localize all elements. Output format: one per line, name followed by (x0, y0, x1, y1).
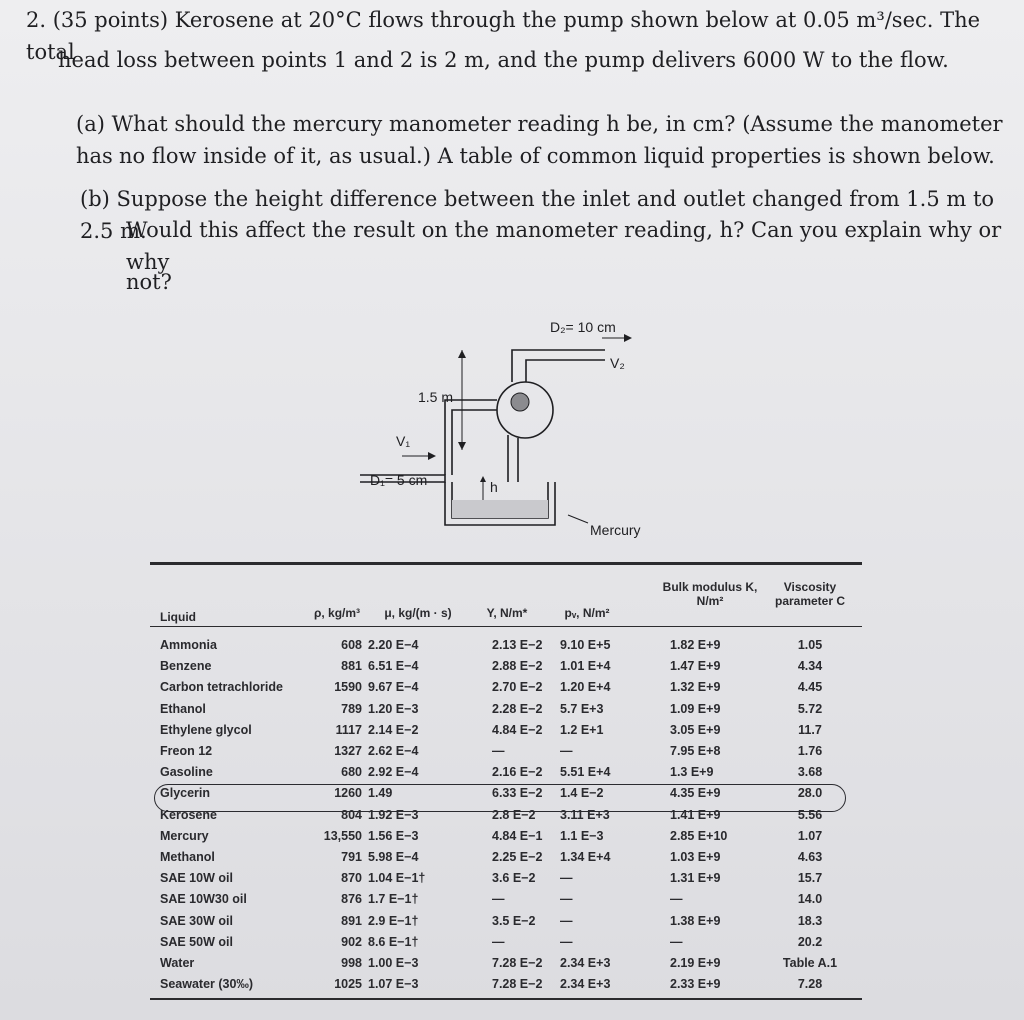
header-mu: μ, kg/(m · s) (384, 606, 452, 620)
cell-bulk-modulus: 3.05 E+9 (670, 722, 721, 737)
cell-bulk-modulus: 1.3 E+9 (670, 765, 714, 780)
cell-viscosity: 1.20 E−3 (368, 701, 419, 716)
label-d1: D₁= 5 cm (370, 472, 428, 488)
cell-bulk-modulus: 2.33 E+9 (670, 977, 721, 992)
cell-surface-tension: 2.28 E−2 (492, 701, 543, 716)
cell-density: 891 (341, 913, 362, 928)
table-rule-header (150, 626, 862, 627)
cell-surface-tension: — (492, 934, 505, 949)
cell-surface-tension: — (492, 744, 505, 758)
v2-arrow-icon (624, 334, 632, 342)
label-v1: V₁ (396, 433, 411, 449)
cell-liquid-name: Glycerin (160, 786, 211, 801)
cell-viscosity: 2.14 E−2 (368, 722, 419, 737)
header-bulk-modulus-1: Bulk modulus K, (662, 580, 758, 594)
cell-viscosity-parameter: 5.72 (797, 701, 823, 716)
cell-density: 1025 (334, 977, 362, 992)
problem-statement-line-1: 2. (35 points) Kerosene at 20°C flows through the pump shown below at 0.05 m³/sec. The total (26, 8, 981, 64)
table-row (150, 892, 862, 909)
cell-viscosity-parameter: 4.63 (797, 850, 823, 864)
cell-density: 1590 (334, 680, 362, 695)
cell-liquid-name: Kerosene (160, 807, 217, 822)
table-rule-top (150, 562, 862, 565)
header-gamma: Y, N/m* (486, 606, 528, 620)
cell-viscosity-parameter: 7.28 (797, 977, 823, 992)
cell-viscosity: 1.7 E−1† (368, 892, 419, 907)
label-v2: V₂ (610, 355, 625, 371)
cell-bulk-modulus: 4.35 E+9 (670, 786, 721, 801)
cell-bulk-modulus: 1.38 E+9 (670, 913, 721, 928)
mercury-fill (452, 500, 548, 518)
cell-liquid-name: Ammonia (160, 638, 217, 652)
cell-density: 791 (341, 850, 362, 864)
cell-surface-tension: — (492, 892, 505, 907)
cell-bulk-modulus: 1.41 E+9 (670, 807, 721, 822)
cell-liquid-name: Water (160, 956, 195, 970)
cell-viscosity-parameter: 4.45 (797, 680, 823, 695)
cell-density: 1260 (334, 786, 362, 801)
cell-vapor-pressure: 3.11 E+3 (560, 807, 610, 822)
cell-vapor-pressure: 5.51 E+4 (560, 765, 611, 780)
cell-viscosity: 5.98 E−4 (368, 850, 419, 864)
cell-viscosity: 2.62 E−4 (368, 744, 419, 758)
cell-liquid-name: Gasoline (160, 765, 213, 780)
cell-viscosity-parameter: 5.56 (797, 807, 823, 822)
label-height: 1.5 m (418, 389, 454, 405)
cell-viscosity: 1.92 E−3 (368, 807, 419, 822)
cell-liquid-name: SAE 10W oil (160, 871, 233, 886)
cell-viscosity: 2.92 E−4 (368, 765, 419, 780)
problem-statement-line-2: head loss between points 1 and 2 is 2 m, and the pump delivers 6000 W to the flow. (58, 48, 949, 72)
cell-density: 1327 (334, 744, 362, 758)
cell-viscosity: 1.00 E−3 (368, 956, 419, 970)
cell-bulk-modulus: 1.32 E+9 (670, 680, 721, 695)
cell-vapor-pressure: 5.7 E+3 (560, 701, 604, 716)
cell-vapor-pressure: — (560, 934, 573, 949)
cell-viscosity: 8.6 E−1† (368, 934, 419, 949)
cell-viscosity-parameter: 4.34 (797, 659, 823, 674)
cell-vapor-pressure: 2.34 E+3 (560, 956, 611, 970)
cell-viscosity: 1.49 (368, 786, 393, 801)
cell-bulk-modulus: 2.19 E+9 (670, 956, 721, 970)
cell-viscosity: 1.04 E−1† (368, 871, 426, 886)
cell-viscosity-parameter: 1.07 (797, 828, 823, 843)
header-pv: pᵥ, N/m² (564, 606, 610, 620)
cell-liquid-name: Carbon tetrachloride (160, 680, 283, 695)
cell-viscosity-parameter: 3.68 (797, 765, 823, 780)
cell-surface-tension: 7.28 E−2 (492, 977, 543, 992)
cell-density: 789 (341, 701, 362, 716)
cell-viscosity: 1.56 E−3 (368, 828, 419, 843)
cell-density: 876 (341, 892, 362, 907)
part-b-line-2: Would this affect the result on the manometer reading, h? Can you explain why or why (126, 218, 1002, 274)
cell-surface-tension: 7.28 E−2 (492, 956, 543, 970)
cell-vapor-pressure: 2.34 E+3 (560, 977, 611, 992)
cell-viscosity: 2.20 E−4 (368, 638, 419, 652)
cell-surface-tension: 4.84 E−1 (492, 828, 543, 843)
cell-viscosity-parameter: 28.0 (797, 786, 823, 801)
cell-viscosity: 2.9 E−1† (368, 913, 419, 928)
table-rule-bottom (150, 998, 862, 1000)
cell-viscosity: 9.67 E−4 (368, 680, 419, 695)
cell-viscosity-parameter: 20.2 (797, 934, 823, 949)
header-rho: ρ, kg/m³ (313, 606, 361, 620)
cell-viscosity: 1.07 E−3 (368, 977, 419, 992)
cell-bulk-modulus: — (670, 892, 683, 907)
cell-viscosity: 6.51 E−4 (368, 659, 419, 674)
cell-vapor-pressure: — (560, 744, 573, 758)
cell-liquid-name: SAE 10W30 oil (160, 892, 247, 907)
cell-liquid-name: Ethanol (160, 701, 206, 716)
pump-impeller (511, 393, 529, 411)
cell-surface-tension: 2.70 E−2 (492, 680, 543, 695)
h-arrow-icon (480, 476, 486, 482)
table-row (150, 871, 862, 888)
cell-density: 680 (341, 765, 362, 780)
mercury-leader-line (568, 515, 588, 523)
cell-vapor-pressure: 1.1 E−3 (560, 828, 604, 843)
cell-vapor-pressure: 9.10 E+5 (560, 638, 611, 652)
table-row (150, 702, 862, 719)
cell-liquid-name: Mercury (160, 828, 209, 843)
part-b-line-1: (b) Suppose the height difference between the inlet and outlet changed from 1.5 m to 2.5 m. (80, 187, 995, 243)
cell-viscosity-parameter: 14.0 (797, 892, 823, 907)
cell-density: 881 (341, 659, 362, 674)
cell-vapor-pressure: — (560, 892, 573, 907)
table-row (150, 765, 862, 782)
cell-density: 608 (341, 638, 362, 652)
cell-surface-tension: 2.8 E−2 (492, 807, 536, 822)
table-row (150, 638, 862, 655)
table-row (150, 956, 862, 973)
part-a-line-2: no flow inside of it, as usual.) A table of common liquid properties is shown below. (119, 144, 995, 168)
cell-surface-tension: 3.6 E−2 (492, 871, 536, 886)
header-viscosity-1: Viscosity (783, 580, 837, 594)
cell-liquid-name: Freon 12 (160, 744, 213, 758)
cell-vapor-pressure: — (560, 913, 573, 928)
cell-liquid-name: Benzene (160, 659, 212, 674)
cell-vapor-pressure: 1.2 E+1 (560, 722, 604, 737)
cell-vapor-pressure: 1.4 E−2 (560, 786, 604, 801)
cell-liquid-name: Methanol (160, 850, 215, 864)
cell-vapor-pressure: — (560, 871, 573, 886)
height-arrow-bottom-icon (458, 442, 466, 450)
header-liquid: Liquid (160, 610, 196, 624)
cell-viscosity-parameter: 1.05 (797, 638, 823, 652)
v1-arrow-icon (428, 452, 436, 460)
cell-surface-tension: 2.13 E−2 (492, 638, 543, 652)
label-d2: D₂= 10 cm (550, 319, 616, 335)
label-mercury: Mercury (590, 522, 641, 538)
cell-bulk-modulus: 1.47 E+9 (670, 659, 721, 674)
cell-bulk-modulus: — (670, 934, 683, 949)
part-b-line-3: not? (126, 270, 172, 294)
table-row (150, 914, 862, 931)
cell-surface-tension: 2.16 E−2 (492, 765, 543, 780)
cell-bulk-modulus: 2.85 E+10 (670, 828, 728, 843)
cell-viscosity-parameter: 11.7 (798, 722, 822, 737)
cell-liquid-name: SAE 30W oil (160, 913, 233, 928)
table-row (150, 723, 862, 740)
cell-vapor-pressure: 1.20 E+4 (560, 680, 611, 695)
cell-bulk-modulus: 7.95 E+8 (670, 744, 721, 758)
table-row (150, 659, 862, 676)
table-row (150, 744, 862, 761)
liquid-properties-table (150, 562, 862, 1002)
cell-surface-tension: 4.84 E−2 (492, 722, 543, 737)
cell-liquid-name: Ethylene glycol (160, 722, 252, 737)
cell-liquid-name: Seawater (30‰) (160, 977, 254, 992)
cell-viscosity-parameter: Table A.1 (782, 956, 838, 970)
cell-bulk-modulus: 1.03 E+9 (670, 850, 721, 864)
cell-density: 870 (341, 871, 362, 886)
table-row (150, 935, 862, 952)
cell-density: 13,550 (323, 828, 362, 843)
cell-surface-tension: 3.5 E−2 (492, 913, 536, 928)
cell-bulk-modulus: 1.82 E+9 (670, 638, 721, 652)
table-row (150, 850, 862, 867)
cell-density: 1117 (335, 722, 362, 737)
cell-surface-tension: 2.88 E−2 (492, 659, 543, 674)
table-row (150, 829, 862, 846)
kerosene-handwritten-circle (154, 784, 846, 812)
cell-bulk-modulus: 1.09 E+9 (670, 701, 721, 716)
height-arrow-top-icon (458, 350, 466, 358)
cell-surface-tension: 2.25 E−2 (492, 850, 543, 864)
table-row (150, 680, 862, 697)
part-a-line-1: (a) What should the mercury manometer reading h be, in cm? (Assume the manometer has (76, 112, 1003, 168)
header-viscosity-2: parameter C (774, 594, 846, 608)
cell-surface-tension: 6.33 E−2 (492, 786, 543, 801)
cell-density: 998 (341, 956, 362, 970)
cell-vapor-pressure: 1.01 E+4 (560, 659, 611, 674)
cell-vapor-pressure: 1.34 E+4 (560, 850, 611, 864)
cell-liquid-name: SAE 50W oil (160, 934, 233, 949)
table-row (150, 977, 862, 994)
cell-density: 902 (341, 934, 362, 949)
cell-viscosity-parameter: 1.76 (797, 744, 823, 758)
header-bulk-modulus-2: N/m² (696, 594, 724, 608)
cell-viscosity-parameter: 18.3 (797, 913, 823, 928)
label-h: h (490, 479, 498, 495)
cell-bulk-modulus: 1.31 E+9 (670, 871, 721, 886)
cell-viscosity-parameter: 15.7 (797, 871, 823, 886)
cell-density: 804 (341, 807, 362, 822)
pump-diagram (340, 310, 670, 545)
